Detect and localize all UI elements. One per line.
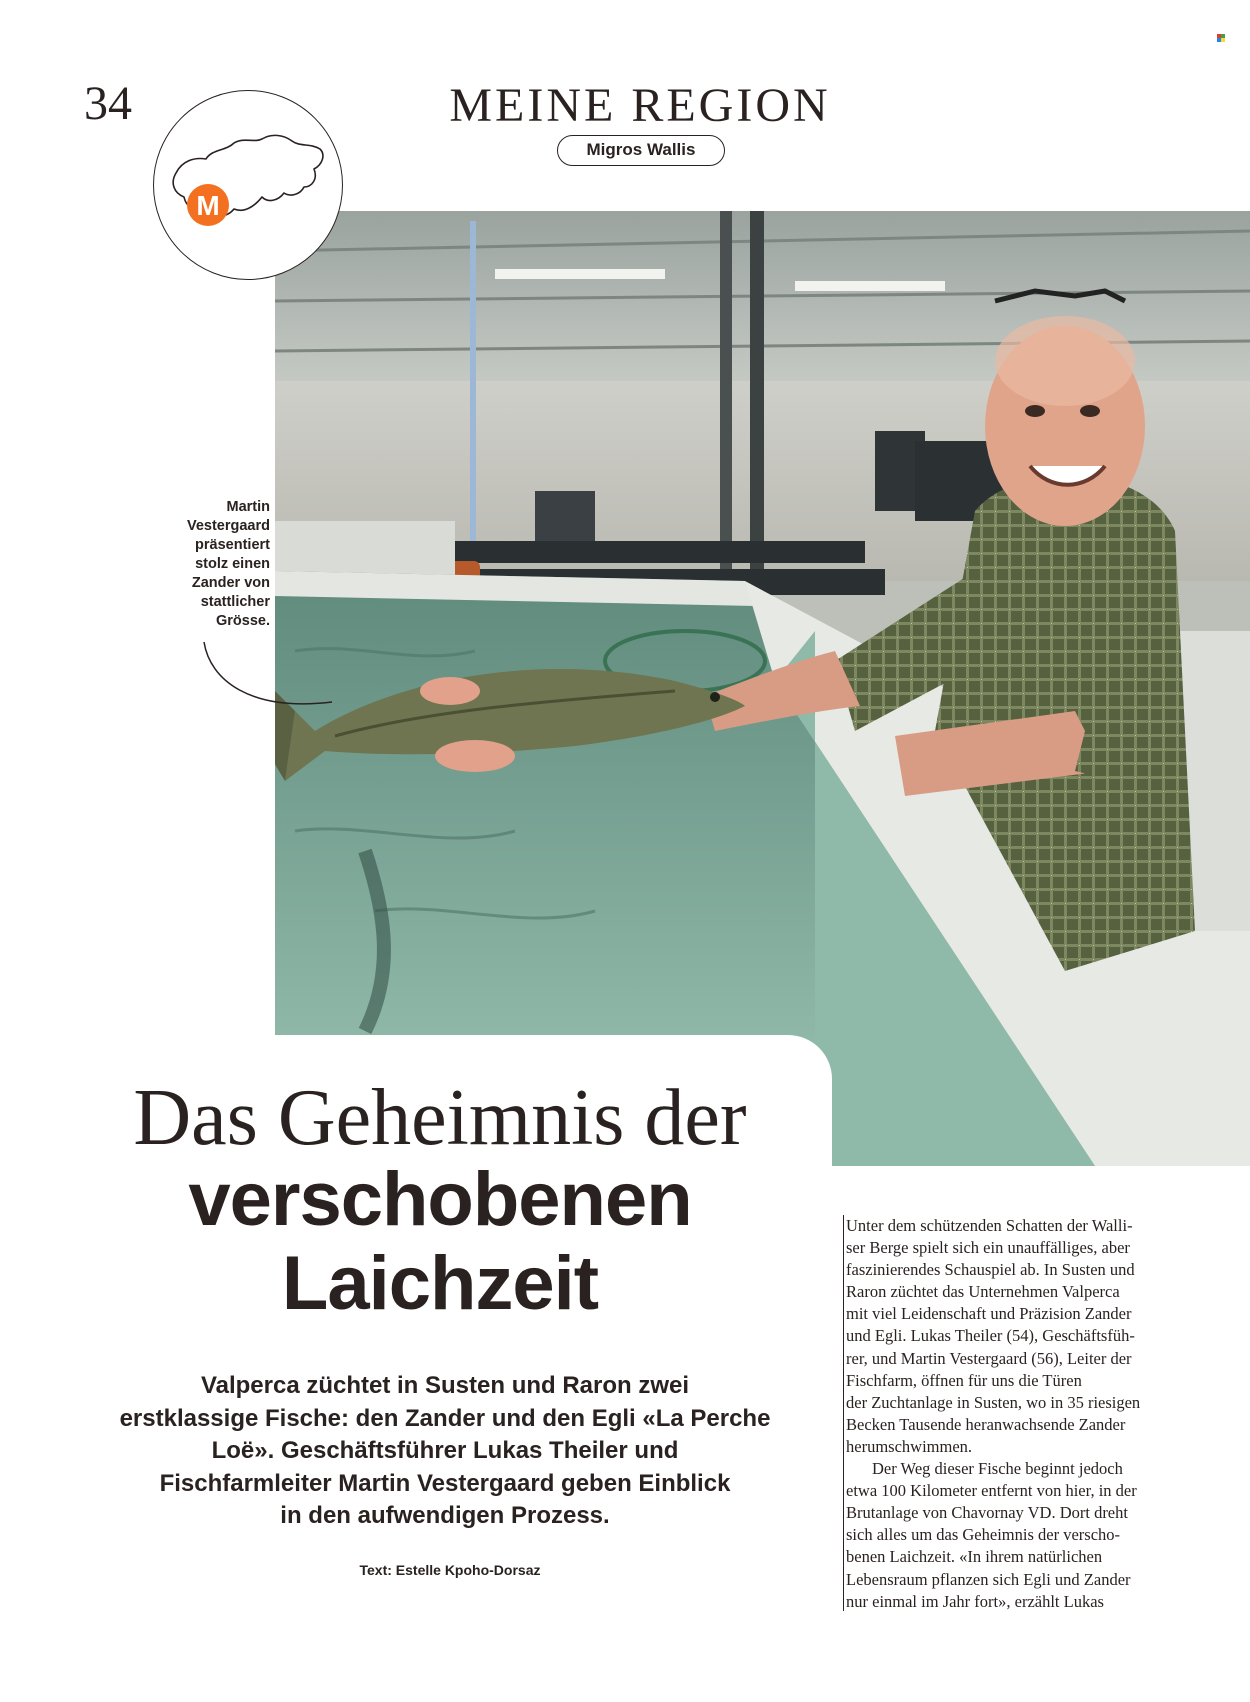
byline: Text: Estelle Kpoho-Dorsaz <box>359 1562 541 1578</box>
body-line: Raron züchtet das Unternehmen Valperca <box>846 1282 1120 1302</box>
body-column <box>843 1215 1198 1611</box>
body-line: benen Laichzeit. «In ihrem natürlichen <box>846 1547 1103 1567</box>
color-mark-icon <box>1217 34 1225 42</box>
caption-line: Vestergaard <box>186 518 270 534</box>
headline-line-2: verschobenen <box>188 1157 692 1242</box>
body-line: etwa 100 Kilometer entfernt von hier, in der <box>846 1481 1137 1501</box>
body-line: sich alles um das Geheimnis der verscho- <box>846 1525 1121 1545</box>
headline-line-1: Das Geheimnis der <box>133 1074 747 1162</box>
body-line: rer, und Martin Vestergaard (56), Leiter der <box>846 1348 1132 1368</box>
photo-caption <box>140 498 270 631</box>
body-line: und Egli. Lukas Theiler (54), Geschäftsfüh- <box>846 1326 1135 1346</box>
body-line: herumschwimmen. <box>846 1436 973 1456</box>
caption-pointer-line <box>200 640 350 720</box>
lead-line: Valperca züchtet in Susten und Raron zwei <box>200 1372 690 1399</box>
lead-line: Fischfarmleiter Martin Vestergaard geben Einblick <box>159 1469 731 1497</box>
body-line: Unter dem schützenden Schatten der Walli- <box>846 1216 1133 1235</box>
region-map-badge <box>153 90 343 280</box>
caption-line: Zander von <box>191 575 270 591</box>
caption-line: stolz einen <box>195 556 270 572</box>
body-line: Becken Tausende heranwachsende Zander <box>846 1414 1126 1434</box>
caption-line: Martin <box>226 499 270 515</box>
body-line: Fischfarm, öffnen für uns die Türen <box>846 1370 1082 1390</box>
caption-line: stattlicher <box>200 594 270 610</box>
section-title: MEINE REGION <box>449 79 831 132</box>
body-paragraph-2 <box>846 1458 1198 1613</box>
headline-line-3: Laichzeit <box>281 1241 599 1326</box>
caption-line: Grösse. <box>216 613 270 629</box>
body-line: faszinierendes Schauspiel ab. In Susten und <box>846 1260 1135 1280</box>
body-line: ser Berge spielt sich ein unauffälliges, aber <box>846 1238 1130 1258</box>
lead-line: erstklassige Fische: den Zander und den Egli «La Perche <box>119 1404 771 1432</box>
body-line: der Zuchtanlage in Susten, wo in 35 riesigen <box>846 1392 1141 1412</box>
body-paragraph-1 <box>846 1215 1198 1458</box>
region-pill: Migros Wallis <box>557 135 725 166</box>
body-line: Lebensraum pflanzen sich Egli und Zander <box>846 1569 1131 1589</box>
hero-photo <box>275 211 1250 1166</box>
lead-line: in den aufwendigen Prozess. <box>280 1502 610 1529</box>
body-line: nur einmal im Jahr fort», erzählt Lukas <box>846 1591 1104 1611</box>
caption-line: präsentiert <box>195 537 270 553</box>
page-number: 34 <box>84 77 132 130</box>
body-line: mit viel Leidenschaft und Präzision Zander <box>846 1304 1132 1324</box>
migros-logo-letter: M <box>196 190 220 221</box>
body-line: Der Weg dieser Fische beginnt jedoch <box>872 1459 1123 1479</box>
article-lead <box>90 1370 800 1533</box>
body-line: Brutanlage von Chavornay VD. Dort dreht <box>846 1503 1128 1523</box>
article-headline <box>60 1074 820 1326</box>
switzerland-map-icon <box>154 91 344 281</box>
lead-line: Loë». Geschäftsführer Lukas Theiler und <box>211 1437 679 1464</box>
